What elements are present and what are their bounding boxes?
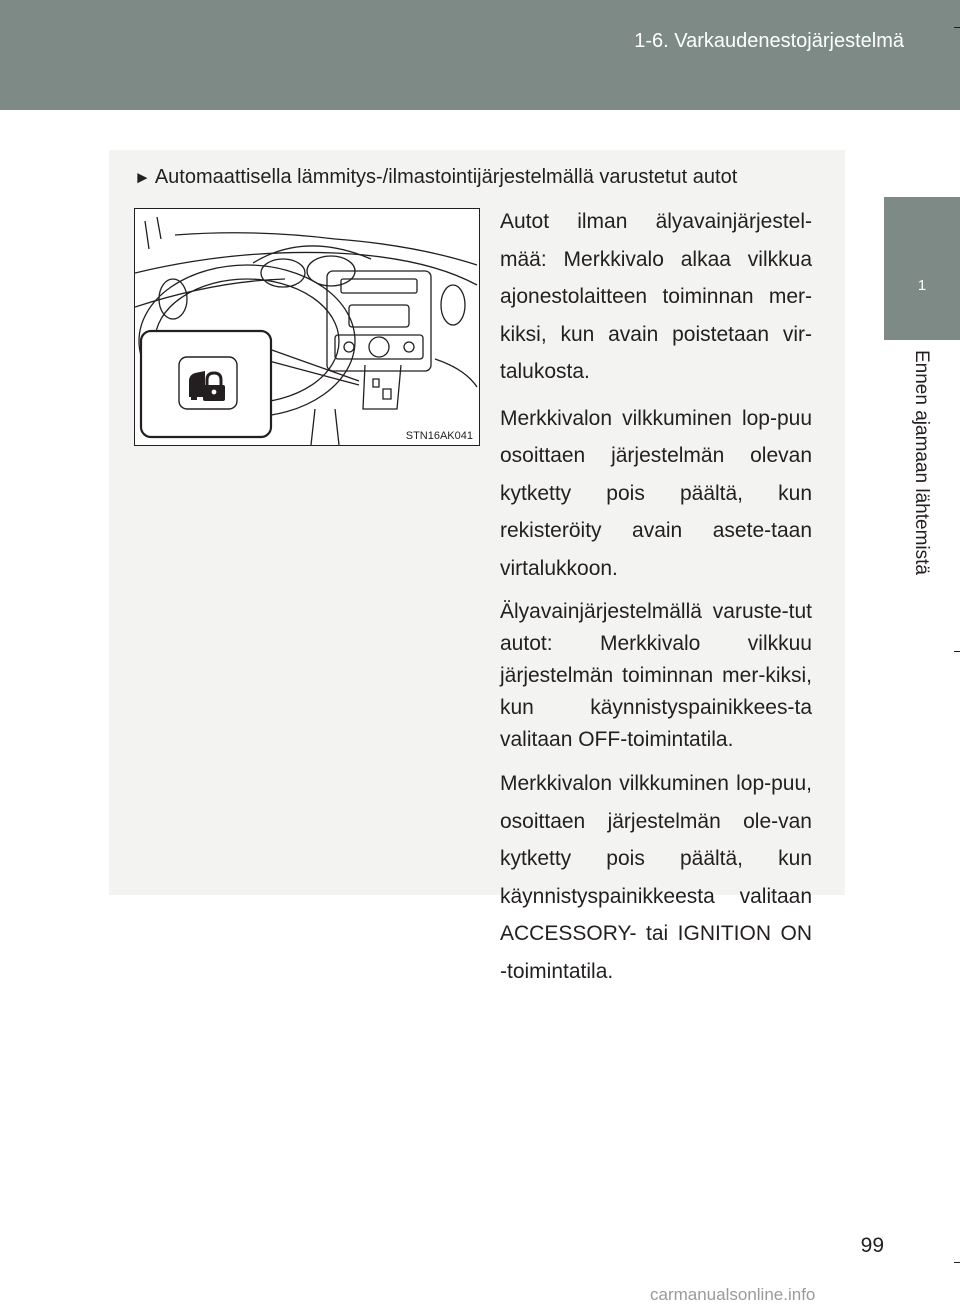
section-title: 1-6. Varkaudenestojärjestelmä xyxy=(634,30,904,52)
dashboard-drawing xyxy=(135,209,479,445)
margin-rule xyxy=(954,651,960,652)
margin-rule xyxy=(954,27,960,28)
paragraph: Merkkivalon vilkkuminen lop-puu osoittaen järjestelmän olevan kytketty pois päältä, kun rekisteröity avain asete-taan virtalukkoon. xyxy=(500,406,812,580)
dashboard-illustration xyxy=(134,208,480,446)
figure-code: STN16AK041 xyxy=(405,430,473,442)
paragraph: Autot ilman älyavainjärjestel-mää: Merkkivalo alkaa vilkkua ajonestolaitteen toiminnan mer-kiksi, kun avain poistetaan vir-talukosta. xyxy=(500,210,812,383)
paragraph: Älyavainjärjestelmällä varuste-tut autot: Merkkivalo vilkkuu järjestelmän toiminnan mer-kiksi, kun käynnistyspainikkees-ta valitaan OFF-toimintatila. xyxy=(500,600,812,751)
page-number: 99 xyxy=(860,1234,884,1257)
paragraph: Merkkivalon vilkkuminen lop-puu, osoittaen järjestelmän ole-van kytketty pois päältä, kun käynnistyspainikkeesta valitaan ACCESSORY- tai IGNITION ON -toimintatila. xyxy=(500,772,812,983)
chapter-title: Ennen ajamaan lähtemistä xyxy=(911,350,932,575)
watermark-text: carmanualsonline.info xyxy=(650,1285,816,1304)
header-band xyxy=(0,0,960,110)
section-heading xyxy=(134,166,737,189)
body-text xyxy=(500,203,812,999)
margin-rule xyxy=(954,1262,960,1263)
chapter-number: 1 xyxy=(917,277,927,294)
bullet-arrow-icon: ► xyxy=(134,168,151,187)
section-heading-text: Automaattisella lämmitys-/ilmastointijärjestelmällä varustetut autot xyxy=(154,166,738,188)
chapter-tab xyxy=(884,197,960,340)
security-indicator-icon xyxy=(189,371,225,401)
